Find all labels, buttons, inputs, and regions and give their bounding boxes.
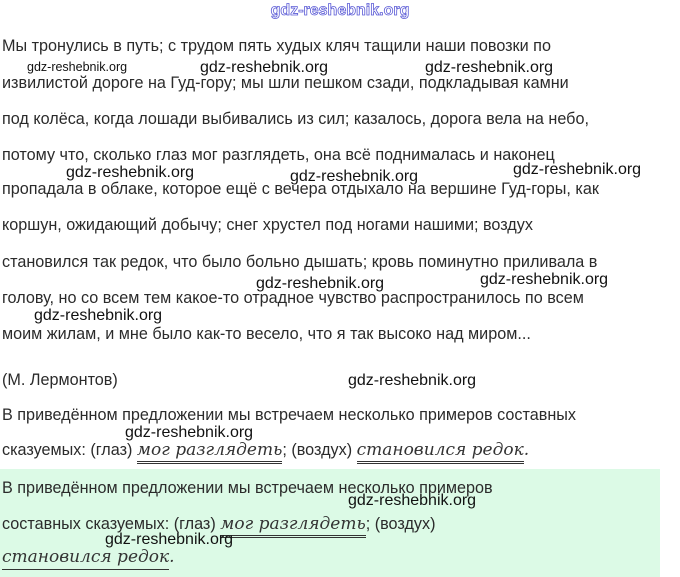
watermark: gdz-reshebnik.org <box>66 164 195 181</box>
text-line-3: под колёса, когда лошади выбивались из сил; казалось, дорога вела на небо, <box>2 110 589 128</box>
author: (М. Лермонтов) <box>2 371 118 389</box>
watermark: gdz-reshebnik.org <box>200 59 329 76</box>
text-line-2: извилистой дороге на Гуд-гору; мы шли пешком сзади, подкладывая камни <box>2 74 569 92</box>
watermark: gdz-reshebnik.org <box>256 275 385 292</box>
note-line-1: В приведённом предложении мы встречаем несколько примеров составных <box>2 406 577 424</box>
answer-prefix: составных сказуемых: (глаз) <box>2 515 221 533</box>
watermark: gdz-reshebnik.org <box>34 307 163 324</box>
text-line-7: становился так редок, что было больно дышать; кровь поминутно приливала в <box>2 253 598 271</box>
answer-line-3 <box>2 547 175 567</box>
note-predicate-2: становился редок <box>357 440 524 464</box>
watermark: gdz-reshebnik.org <box>27 60 128 74</box>
watermark: gdz-reshebnik.org <box>125 424 254 441</box>
text-line-9: моим жилам, и мне было как-то весело, что я так высоко над миром... <box>2 325 531 343</box>
note-mid: ; (воздух) <box>282 441 357 459</box>
text-line-6: коршун, ожидающий добычу; снег хрустел под ногами нашими; воздух <box>2 216 533 234</box>
text-line-8: голову, но со всем тем какое-то отрадное чувство распространилось по всем <box>2 289 584 307</box>
answer-predicate-2: становился редок <box>2 547 169 570</box>
watermark: gdz-reshebnik.org <box>290 168 419 185</box>
text-line-1: Мы тронулись в путь; с трудом пять худых кляч тащили наши повозки по <box>2 37 551 55</box>
note-prefix: сказуемых: (глаз) <box>2 441 137 459</box>
note-line-2 <box>2 440 529 460</box>
watermark: gdz-reshebnik.org <box>105 531 234 548</box>
site-header[interactable]: gdz-reshebnik.org <box>270 2 410 19</box>
note-predicate-1: мог разглядеть <box>137 440 283 464</box>
answer-end: . <box>169 547 175 567</box>
text-line-4: потому что, сколько глаз мог разглядеть, она всё поднималась и наконец <box>2 146 555 164</box>
answer-predicate-1: мог разглядеть <box>220 514 366 538</box>
watermark: gdz-reshebnik.org <box>513 161 642 178</box>
text-line-5: пропадала в облаке, которое ещё с вечера отдыхало на вершине Гуд-горы, как <box>2 180 599 198</box>
watermark: gdz-reshebnik.org <box>480 271 609 288</box>
answer-mid: ; (воздух) <box>365 515 436 533</box>
watermark: gdz-reshebnik.org <box>425 59 554 76</box>
answer-line-1: В приведённом предложении мы встречаем несколько примеров <box>2 479 493 497</box>
watermark: gdz-reshebnik.org <box>348 372 477 389</box>
watermark: gdz-reshebnik.org <box>348 492 477 509</box>
note-end: . <box>523 440 530 460</box>
